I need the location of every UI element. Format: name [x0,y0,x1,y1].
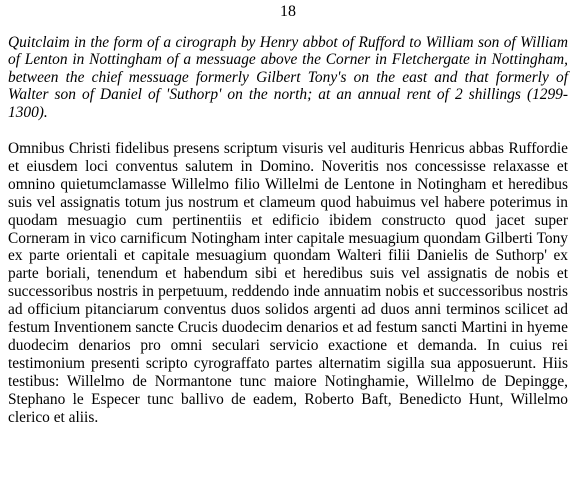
charter-summary: Quitclaim in the form of a cirograph by Henry abbot of Rufford to William son of William of Lenton in Nottingham of a messuage above the Corner in Fletchergate in Nottingham, between the chief messuage formerly Gilbert Tony's on the east and that formerly of Walter son of Daniel of 'Suthorp' on the north; at an annual rent of 2 shillings (1299-1300). [8,34,568,121]
document-page [8,0,568,477]
page-number: 18 [280,3,296,20]
charter-text: Omnibus Christi fidelibus presens scriptum visuris vel audituris Henricus abbas Ruffordie et eiusdem loci conventus salutem in Domino. Noveritis nos concessisse relaxasse et omnino quietumclamasse Willelmo filio Willelmi de Lentone in Notingham et heredibus suis vel assignatis totum jus nostrum et clameum quod habuimus vel habere poterimus in quodam mesuagio cum pertinentiis et edificio ibidem constructo quod jacet super Corneram in vico carnificum Notingham inter capitale mesuagium quondam Gilberti Tony ex parte orientali et capitale mesuagium quondam Walteri filii Danielis de Suthorp' ex parte boriali, tenendum et habendum sibi et heredibus suis vel assignatis de nobis et successoribus nostris in perpetuum, reddendo inde annuatim nobis et successoribus nostris ad officium pitanciarum conventus duos solidos argenti ad duos anni terminos scilicet ad festum Inventionem sancte Crucis duodecim denarios et ad festum sancti Martini in hyeme duodecim denarios pro omni seculari servicio exactione et demanda. In cuius rei testimonium presenti scripto cyrograffato partes alternatim sigilla sua apposuerunt. Hiis testibus: Willelmo de Normantone tunc maiore Notinghamie, Willelmo de Depingge, Stephano le Especer tunc ballivo de eadem, Roberto Baft, Benedicto Hunt, Willelmo clerico et aliis. [8,140,568,426]
